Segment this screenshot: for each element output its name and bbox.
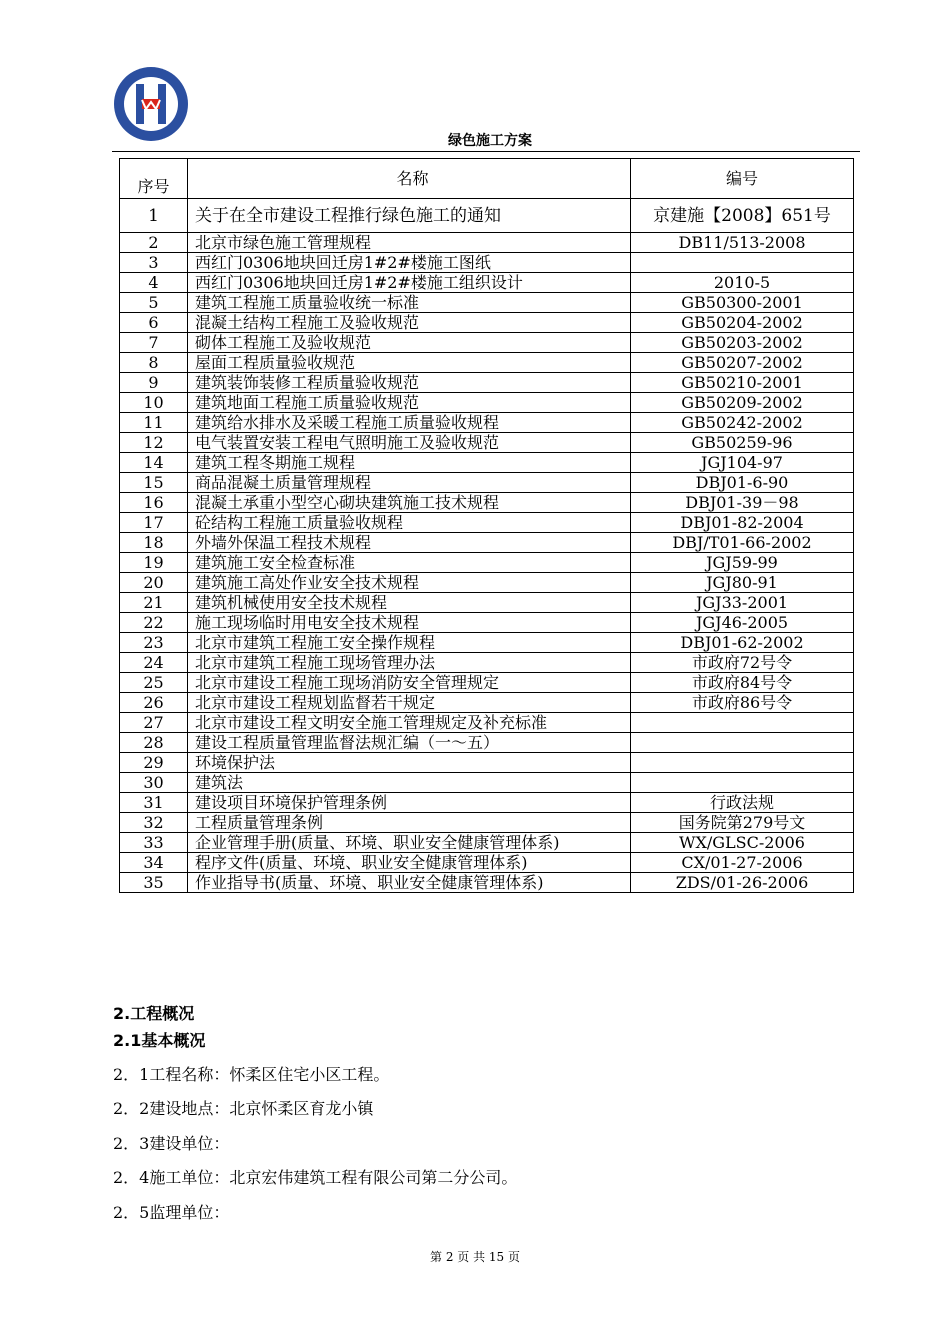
row-name: 混凝土结构工程施工及验收规范 xyxy=(188,313,631,333)
row-code: GB50242-2002 xyxy=(631,413,854,433)
row-code xyxy=(631,253,854,273)
row-number: 30 xyxy=(120,773,188,793)
row-name: 程序文件(质量、环境、职业安全健康管理体系) xyxy=(188,853,631,873)
row-number: 18 xyxy=(120,533,188,553)
column-header-code: 编号 xyxy=(631,159,854,199)
header-rule xyxy=(112,151,860,152)
row-number: 29 xyxy=(120,753,188,773)
row-code xyxy=(631,753,854,773)
table-row xyxy=(120,353,854,373)
row-number: 20 xyxy=(120,573,188,593)
row-number: 3 xyxy=(120,253,188,273)
table-row xyxy=(120,253,854,273)
row-name: 西红门0306地块回迁房1#2#楼施工图纸 xyxy=(188,253,631,273)
table-row xyxy=(120,673,854,693)
table-row xyxy=(120,553,854,573)
row-name: 建筑施工高处作业安全技术规程 xyxy=(188,573,631,593)
table-row xyxy=(120,593,854,613)
row-number: 7 xyxy=(120,333,188,353)
row-name: 北京市建设工程施工现场消防安全管理规定 xyxy=(188,673,631,693)
row-code: DBJ01-82-2004 xyxy=(631,513,854,533)
row-number: 19 xyxy=(120,553,188,573)
table-row xyxy=(120,273,854,293)
row-name: 建筑机械使用安全技术规程 xyxy=(188,593,631,613)
row-name: 建筑工程施工质量验收统一标准 xyxy=(188,293,631,313)
row-number: 15 xyxy=(120,473,188,493)
row-code: GB50209-2002 xyxy=(631,393,854,413)
table-header-row xyxy=(120,159,854,199)
row-number: 1 xyxy=(120,199,188,233)
row-code: GB50204-2002 xyxy=(631,313,854,333)
row-name: 建设工程质量管理监督法规汇编（一～五） xyxy=(188,733,631,753)
row-name: 屋面工程质量验收规范 xyxy=(188,353,631,373)
row-number: 22 xyxy=(120,613,188,633)
row-name: 北京市建设工程规划监督若干规定 xyxy=(188,693,631,713)
row-number: 9 xyxy=(120,373,188,393)
row-code: 市政府86号令 xyxy=(631,693,854,713)
row-name: 北京市建筑工程施工现场管理办法 xyxy=(188,653,631,673)
row-code xyxy=(631,733,854,753)
row-name: 建筑施工安全检查标准 xyxy=(188,553,631,573)
row-name: 混凝土承重小型空心砌块建筑施工技术规程 xyxy=(188,493,631,513)
row-number: 12 xyxy=(120,433,188,453)
table-row xyxy=(120,633,854,653)
overview-item: 2．4施工单位：北京宏伟建筑工程有限公司第二分公司。 xyxy=(113,1168,518,1187)
row-code: CX/01-27-2006 xyxy=(631,853,854,873)
row-number: 33 xyxy=(120,833,188,853)
table-row xyxy=(120,333,854,353)
row-code: GB50207-2002 xyxy=(631,353,854,373)
row-code: 市政府72号令 xyxy=(631,653,854,673)
row-name: 环境保护法 xyxy=(188,753,631,773)
row-code: DBJ01-39－98 xyxy=(631,493,854,513)
table-row xyxy=(120,313,854,333)
row-number: 35 xyxy=(120,873,188,893)
row-code: GB50259-96 xyxy=(631,433,854,453)
row-code: WX/GLSC-2006 xyxy=(631,833,854,853)
section-heading: 2.工程概况 xyxy=(113,1004,195,1023)
overview-item: 2．1工程名称：怀柔区住宅小区工程。 xyxy=(113,1065,390,1084)
row-code: JGJ59-99 xyxy=(631,553,854,573)
column-header-name: 名称 xyxy=(188,159,631,199)
row-code: JGJ33-2001 xyxy=(631,593,854,613)
table-row xyxy=(120,233,854,253)
row-number: 10 xyxy=(120,393,188,413)
row-number: 26 xyxy=(120,693,188,713)
row-number: 27 xyxy=(120,713,188,733)
overview-item: 2．5监理单位： xyxy=(113,1203,230,1222)
row-code: 市政府84号令 xyxy=(631,673,854,693)
table-row xyxy=(120,653,854,673)
table-row xyxy=(120,793,854,813)
row-code: JGJ80-91 xyxy=(631,573,854,593)
row-code: JGJ104-97 xyxy=(631,453,854,473)
row-code: 2010-5 xyxy=(631,273,854,293)
table-row xyxy=(120,493,854,513)
table-row xyxy=(120,613,854,633)
column-header-number: 序号 xyxy=(120,159,188,199)
table-row xyxy=(120,833,854,853)
table-row xyxy=(120,393,854,413)
table-row xyxy=(120,533,854,553)
row-name: 作业指导书(质量、环境、职业安全健康管理体系) xyxy=(188,873,631,893)
row-code: JGJ46-2005 xyxy=(631,613,854,633)
row-name: 北京市建设工程文明安全施工管理规定及补充标准 xyxy=(188,713,631,733)
table-row xyxy=(120,373,854,393)
table-row xyxy=(120,853,854,873)
table-row xyxy=(120,873,854,893)
row-number: 24 xyxy=(120,653,188,673)
table-row xyxy=(120,513,854,533)
row-name: 商品混凝土质量管理规程 xyxy=(188,473,631,493)
table-row xyxy=(120,433,854,453)
row-code: GB50300-2001 xyxy=(631,293,854,313)
table-row xyxy=(120,713,854,733)
row-name: 北京市建筑工程施工安全操作规程 xyxy=(188,633,631,653)
row-number: 5 xyxy=(120,293,188,313)
row-name: 北京市绿色施工管理规程 xyxy=(188,233,631,253)
table-row xyxy=(120,293,854,313)
table-row xyxy=(120,773,854,793)
row-number: 6 xyxy=(120,313,188,333)
row-name: 施工现场临时用电安全技术规程 xyxy=(188,613,631,633)
row-number: 17 xyxy=(120,513,188,533)
row-name: 砌体工程施工及验收规范 xyxy=(188,333,631,353)
row-code: DBJ01-62-2002 xyxy=(631,633,854,653)
table-row xyxy=(120,199,854,233)
row-name: 企业管理手册(质量、环境、职业安全健康管理体系) xyxy=(188,833,631,853)
table-row xyxy=(120,453,854,473)
overview-item: 2．2建设地点：北京怀柔区育龙小镇 xyxy=(113,1099,374,1118)
row-number: 34 xyxy=(120,853,188,873)
row-code xyxy=(631,773,854,793)
table-row xyxy=(120,473,854,493)
row-name: 工程质量管理条例 xyxy=(188,813,631,833)
row-number: 4 xyxy=(120,273,188,293)
row-code: GB50210-2001 xyxy=(631,373,854,393)
page-number: 第 2 页 共 15 页 xyxy=(430,1250,520,1264)
row-number: 25 xyxy=(120,673,188,693)
row-number: 8 xyxy=(120,353,188,373)
row-name: 建筑装饰装修工程质量验收规范 xyxy=(188,373,631,393)
row-code: GB50203-2002 xyxy=(631,333,854,353)
row-code: 国务院第279号文 xyxy=(631,813,854,833)
row-name: 建筑地面工程施工质量验收规范 xyxy=(188,393,631,413)
row-number: 23 xyxy=(120,633,188,653)
row-number: 2 xyxy=(120,233,188,253)
row-code: ZDS/01-26-2006 xyxy=(631,873,854,893)
row-code: DBJ/T01-66-2002 xyxy=(631,533,854,553)
row-name: 关于在全市建设工程推行绿色施工的通知 xyxy=(188,199,631,233)
row-number: 28 xyxy=(120,733,188,753)
row-code xyxy=(631,713,854,733)
row-code: 京建施【2008】651号 xyxy=(631,199,854,233)
row-number: 14 xyxy=(120,453,188,473)
overview-item: 2．3建设单位： xyxy=(113,1134,230,1153)
row-name: 建筑法 xyxy=(188,773,631,793)
row-name: 建筑工程冬期施工规程 xyxy=(188,453,631,473)
row-number: 16 xyxy=(120,493,188,513)
row-name: 建设项目环境保护管理条例 xyxy=(188,793,631,813)
row-code: DBJ01-6-90 xyxy=(631,473,854,493)
table-row xyxy=(120,813,854,833)
standards-table xyxy=(119,158,854,893)
table-row xyxy=(120,693,854,713)
subsection-heading: 2.1基本概况 xyxy=(113,1031,206,1050)
table-row xyxy=(120,413,854,433)
row-name: 西红门0306地块回迁房1#2#楼施工组织设计 xyxy=(188,273,631,293)
row-name: 建筑给水排水及采暖工程施工质量验收规程 xyxy=(188,413,631,433)
row-number: 21 xyxy=(120,593,188,613)
row-name: 外墙外保温工程技术规程 xyxy=(188,533,631,553)
table-row xyxy=(120,753,854,773)
table-row xyxy=(120,733,854,753)
row-number: 31 xyxy=(120,793,188,813)
table-row xyxy=(120,573,854,593)
row-code: 行政法规 xyxy=(631,793,854,813)
row-number: 11 xyxy=(120,413,188,433)
row-name: 电气装置安装工程电气照明施工及验收规范 xyxy=(188,433,631,453)
document-title: 绿色施工方案 xyxy=(448,133,532,149)
row-code: DB11/513-2008 xyxy=(631,233,854,253)
row-name: 砼结构工程施工质量验收规程 xyxy=(188,513,631,533)
row-number: 32 xyxy=(120,813,188,833)
